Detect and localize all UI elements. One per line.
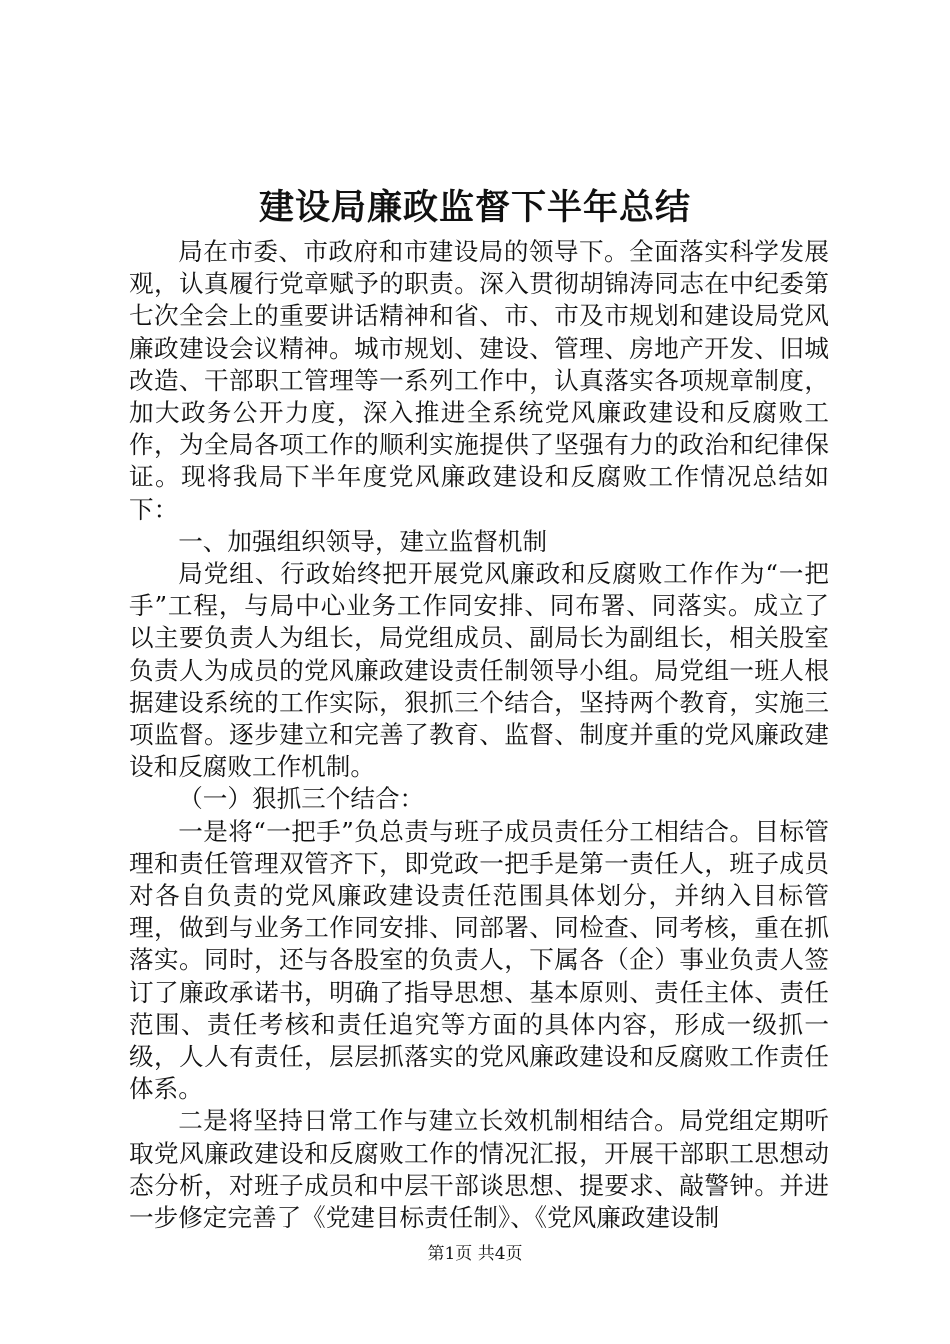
- body-paragraph: 局在市委、市政府和市建设局的领导下。全面落实科学发展观，认真履行党章赋予的职责。深入贯彻胡锦涛同志在中纪委第七次全会上的重要讲话精神和省、市、市及市规划和建设局党风廉政建设会议精神。城市规划、建设、管理、房地产开发、旧城改造、干部职工管理等一系列工作中，认真落实各项规章制度，加大政务公开力度，深入推进全系统党风廉政建设和反腐败工作，为全局各项工作的顺利实施提供了坚强有力的政治和纪律保证。现将我局下半年度党风廉政建设和反腐败工作情况总结如下：: [129, 237, 829, 524]
- document-body: [129, 236, 829, 1234]
- subsection-heading: （一）狠抓三个结合：: [178, 784, 425, 814]
- page-footer: 第1页 共4页: [427, 1244, 523, 1264]
- body-paragraph: 一是将“一把手”负总责与班子成员责任分工相结合。目标管理和责任管理双管齐下，即党政一把手是第一责任人，班子成员对各自负责的党风廉政建设责任范围具体划分，并纳入目标管理，做到与业务工作同安排、同部署、同检查、同考核，重在抓落实。同时，还与各股室的负责人，下属各（企）事业负责人签订了廉政承诺书，明确了指导思想、基本原则、责任主体、责任范围、责任考核和责任追究等方面的具体内容，形成一级抓一级，人人有责任，层层抓落实的党风廉政建设和反腐败工作责任体系。: [129, 816, 829, 1104]
- document-title: 建设局廉政监督下半年总结: [258, 187, 691, 228]
- body-paragraph: 二是将坚持日常工作与建立长效机制相结合。局党组定期听取党风廉政建设和反腐败工作的情况汇报，开展干部职工思想动态分析，对班子成员和中层干部谈思想、提要求、敲警钟。并进一步修定完善了《党建目标责任制》、《党风廉政建设制: [129, 1106, 829, 1233]
- section-heading: 一、加强组织领导，建立监督机制: [178, 526, 548, 556]
- body-paragraph: 局党组、行政始终把开展党风廉政和反腐败工作作为“一把手”工程，与局中心业务工作同安排、同布署、同落实。成立了以主要负责人为组长，局党组成员、副局长为副组长，相关股室负责人为成员的党风廉政建设责任制领导小组。局党组一班人根据建设系统的工作实际，狠抓三个结合，坚持两个教育，实施三项监督。逐步建立和完善了教育、监督、制度并重的党风廉政建设和反腐败工作机制。: [129, 559, 829, 782]
